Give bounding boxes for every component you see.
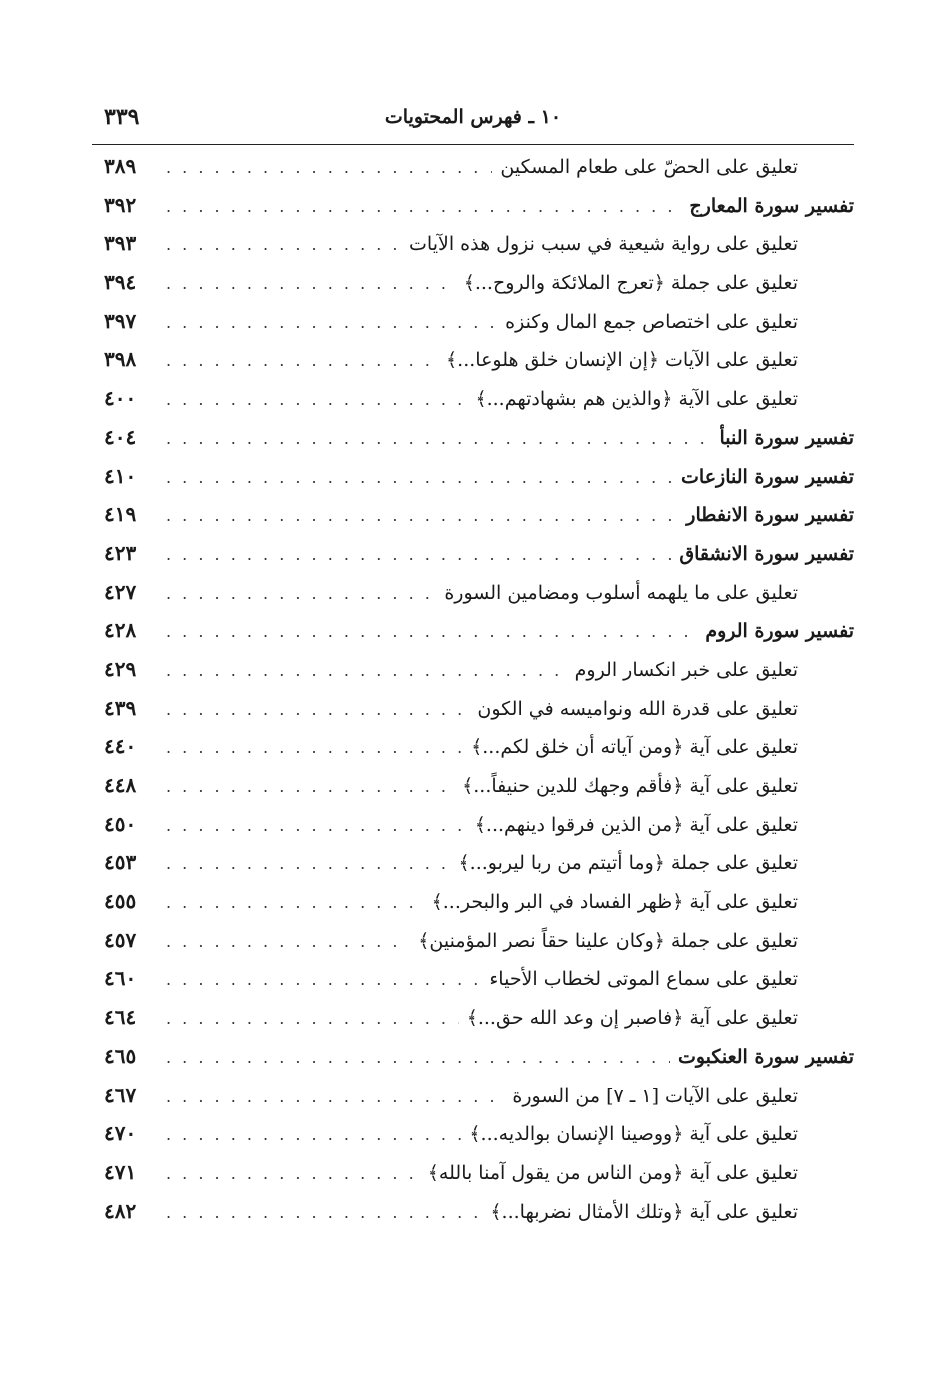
- toc-comment-entry: [92, 263, 854, 302]
- dot-leader: [160, 768, 454, 807]
- toc-entry-title: تفسير سورة العنكبوت: [677, 1045, 854, 1068]
- dot-leader: [160, 961, 481, 1000]
- toc-entry-page: ٤١٠: [104, 463, 137, 488]
- toc-entry-title: تعليق على الآيات [١ ـ ٧] من السورة: [512, 1084, 798, 1107]
- toc-entry-page: ٣٩٢: [104, 192, 137, 217]
- dot-leader: [160, 1116, 461, 1155]
- toc-entry-page: ٤٦٧: [104, 1082, 137, 1107]
- toc-entry-title: تعليق على آية ﴿فاصبر إن وعد الله حق...﴾: [466, 1007, 798, 1030]
- dot-leader: [160, 807, 467, 846]
- toc-entry-title: تفسير سورة الانشقاق: [679, 542, 854, 565]
- toc-entry-title: تفسير سورة الانفطار: [686, 504, 854, 527]
- toc-comment-entry: [92, 573, 854, 612]
- toc-entry-page: ٤٧٠: [104, 1121, 137, 1146]
- toc-comment-entry: [92, 727, 854, 766]
- toc-entry-page: ٤٠٠: [104, 386, 137, 411]
- toc-entry-title: تعليق على آية ﴿ومن آياته أن خلق لكم...﴾: [471, 736, 798, 759]
- toc-entry-page: ٤١٩: [104, 502, 137, 527]
- toc-entry-page: ٤٥٥: [104, 889, 137, 914]
- dot-leader: [160, 149, 492, 188]
- toc-comment-entry: [92, 689, 854, 728]
- toc-entry-page: ٤٢٩: [104, 656, 137, 681]
- table-of-contents: [92, 147, 854, 1230]
- toc-surah-entry: [92, 611, 854, 650]
- dot-leader: [160, 497, 678, 536]
- toc-surah-entry: [92, 186, 854, 225]
- dot-leader: [160, 265, 456, 304]
- toc-comment-entry: [92, 379, 854, 418]
- toc-entry-page: ٣٨٩: [104, 154, 137, 178]
- toc-entry-title: تعليق على خبر انكسار الروم: [574, 658, 798, 681]
- toc-entry-title: تعليق على آية ﴿وتلك الأمثال نضربها...﴾: [490, 1200, 798, 1223]
- toc-comment-entry: [92, 650, 854, 689]
- toc-page: [92, 100, 854, 1230]
- dot-leader: [160, 188, 681, 227]
- toc-entry-page: ٤٧١: [104, 1159, 137, 1184]
- toc-surah-entry: [92, 495, 854, 534]
- page-number: ٣٣٩: [104, 104, 140, 130]
- toc-entry-title: تعليق على آية ﴿فأقم وجهك للدين حنيفاً...﴾: [462, 775, 798, 797]
- toc-entry-title: تعليق على الحضّ على طعام المسكين: [500, 156, 798, 178]
- toc-surah-entry: [92, 418, 854, 457]
- toc-comment-entry: [92, 921, 854, 960]
- toc-entry-page: ٤٥٣: [104, 850, 137, 875]
- dot-leader: [160, 845, 451, 884]
- dot-leader: [160, 342, 438, 381]
- toc-entry-page: ٤٢٨: [104, 618, 137, 643]
- toc-entry-title: تعليق على آية ﴿ومن الناس من يقول آمنا بالله﴾: [427, 1161, 798, 1184]
- toc-comment-entry: [92, 882, 854, 921]
- dot-leader: [160, 652, 567, 691]
- toc-comment-entry: [92, 1076, 854, 1115]
- toc-entry-page: ٣٩٣: [104, 231, 137, 256]
- dot-leader: [160, 923, 410, 962]
- dot-leader: [160, 1155, 420, 1194]
- dot-leader: [160, 226, 401, 265]
- dot-leader: [160, 575, 436, 614]
- toc-entry-title: تعليق على جملة ﴿وما أتيتم من ربا ليربو...﴾: [458, 852, 798, 875]
- toc-entry-title: تفسير سورة النازعات: [681, 465, 854, 488]
- toc-comment-entry: [92, 843, 854, 882]
- dot-leader: [160, 536, 671, 575]
- toc-entry-title: تعليق على جملة ﴿تعرج الملائكة والروح...﴾: [463, 272, 798, 295]
- dot-leader: [160, 1078, 504, 1117]
- dot-leader: [160, 1039, 670, 1078]
- toc-entry-page: ٤٥٠: [104, 811, 137, 836]
- toc-entry-page: ٣٩٧: [104, 308, 137, 333]
- toc-entry-title: تفسير سورة النبأ: [719, 426, 854, 449]
- dot-leader: [160, 1194, 482, 1233]
- toc-comment-entry: [92, 1153, 854, 1192]
- toc-comment-entry: [92, 998, 854, 1037]
- toc-entry-page: ٣٩٨: [104, 347, 137, 372]
- toc-entry-page: ٤٦٤: [104, 1005, 137, 1030]
- page-header: [92, 100, 854, 145]
- toc-comment-entry: [92, 1192, 854, 1231]
- toc-entry-title: تعليق على رواية شيعية في سبب نزول هذه الآيات: [409, 233, 798, 256]
- toc-entry-title: تعليق على اختصاص جمع المال وكنزه: [505, 310, 798, 333]
- toc-comment-entry: [92, 302, 854, 341]
- toc-comment-entry: [92, 224, 854, 263]
- toc-surah-entry: [92, 534, 854, 573]
- toc-surah-entry: [92, 457, 854, 496]
- toc-entry-title: تعليق على قدرة الله ونواميسه في الكون: [477, 697, 798, 720]
- toc-entry-page: ٤٢٧: [104, 579, 137, 604]
- toc-entry-page: ٤٢٣: [104, 540, 137, 565]
- toc-entry-page: ٤٦٠: [104, 966, 137, 991]
- toc-entry-title: تعليق على جملة ﴿وكان علينا حقاً نصر المؤمنين﴾: [418, 929, 798, 952]
- toc-entry-page: ٤٤٨: [104, 773, 137, 797]
- dot-leader: [160, 729, 463, 768]
- toc-entry-page: ٤٠٤: [104, 424, 137, 449]
- toc-entry-title: تفسير سورة المعارج: [689, 194, 854, 217]
- toc-entry-title: تعليق على الآيات ﴿إن الإنسان خلق هلوعا...﴾: [446, 349, 798, 372]
- toc-comment-entry: [92, 766, 854, 805]
- toc-entry-title: تعليق على سماع الموتى لخطاب الأحياء: [489, 968, 798, 991]
- toc-entry-title: تعليق على الآية ﴿والذين هم بشهادتهم...﴾: [475, 388, 798, 411]
- toc-comment-entry: [92, 340, 854, 379]
- toc-comment-entry: [92, 147, 854, 186]
- dot-leader: [160, 691, 469, 730]
- toc-entry-page: ٤٤٠: [104, 734, 137, 759]
- dot-leader: [160, 459, 673, 498]
- dot-leader: [160, 381, 467, 420]
- toc-comment-entry: [92, 959, 854, 998]
- toc-entry-page: ٤٨٢: [104, 1198, 137, 1223]
- toc-comment-entry: [92, 805, 854, 844]
- dot-leader: [160, 884, 424, 923]
- toc-entry-page: ٤٦٥: [104, 1043, 137, 1068]
- toc-entry-title: تعليق على آية ﴿ووصينا الإنسان بوالديه...﴾: [469, 1123, 798, 1146]
- dot-leader: [160, 1000, 459, 1039]
- dot-leader: [160, 304, 497, 343]
- page-title: ١٠ ـ فهرس المحتويات: [384, 106, 562, 128]
- dot-leader: [160, 613, 697, 652]
- toc-entry-title: تعليق على آية ﴿ظهر الفساد في البر والبحر...﴾: [431, 891, 798, 914]
- toc-entry-title: تفسير سورة الروم: [705, 620, 854, 643]
- dot-leader: [160, 420, 712, 459]
- toc-entry-title: تعليق على آية ﴿من الذين فرقوا دينهم...﴾: [474, 813, 798, 836]
- toc-entry-page: ٤٣٩: [104, 695, 137, 720]
- toc-comment-entry: [92, 1114, 854, 1153]
- toc-entry-page: ٤٥٧: [104, 927, 137, 952]
- toc-entry-title: تعليق على ما يلهمه أسلوب ومضامين السورة: [444, 581, 798, 604]
- toc-entry-page: ٣٩٤: [104, 270, 137, 295]
- toc-surah-entry: [92, 1037, 854, 1076]
